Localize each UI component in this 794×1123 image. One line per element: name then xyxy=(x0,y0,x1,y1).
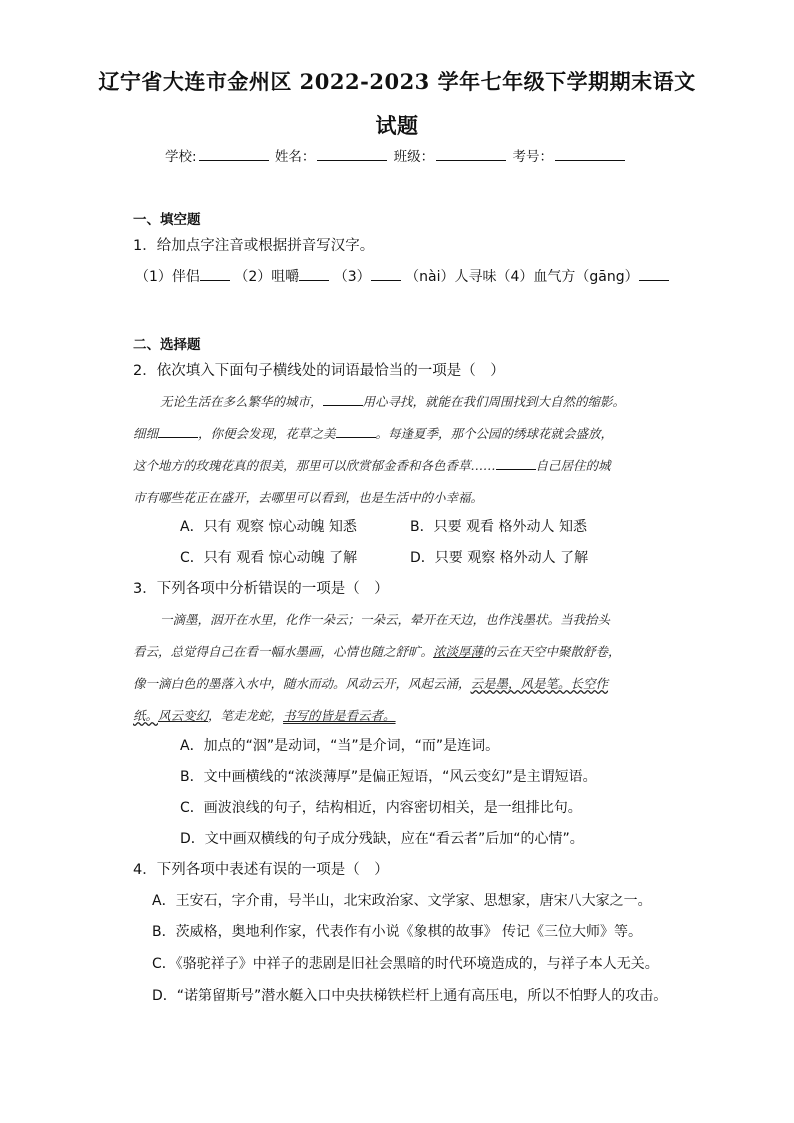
q2-l2c: 。每逢夏季，那个公园的绣球花就会盛放， xyxy=(375,426,614,441)
q2-option-a[interactable]: A．只有 观察 惊心动魄 知悉 xyxy=(180,519,357,535)
q2-option-d[interactable]: D．只要 观察 格外动人 了解 xyxy=(410,550,589,566)
name-blank xyxy=(317,148,387,161)
school-blank xyxy=(199,148,269,161)
q3-option-a[interactable]: A．加点的“洇”是动词，“当”是介词，“而”是连词。 xyxy=(180,738,500,754)
q2-l2b: ，你便会发现，花草之美 xyxy=(198,426,336,441)
q2-stem: 2．依次填入下面句子横线处的词语最恰当的一项是（ ） xyxy=(133,363,505,379)
q3-passage-line1: 一滴墨，洇开在水里，化作一朵云；一朵云，晕开在天边，也作浅墨状。当我抬头 xyxy=(160,612,611,627)
name-label: 姓名： xyxy=(274,149,316,165)
q2-l2a: 细细 xyxy=(133,426,159,441)
q4-option-c[interactable]: C．《骆驼祥子》中祥子的悲剧是旧社会黑暗的时代环境造成的，与祥子本人无关。 xyxy=(152,956,659,972)
q2-l1b: 用心寻找，就能在我们周围找到大自然的缩影。 xyxy=(362,394,626,409)
q3-passage-line2 xyxy=(133,642,667,660)
q1-item2-label: （2）咀嚼 xyxy=(234,269,300,285)
class-blank xyxy=(436,148,506,161)
q4-stem: 4．下列各项中表述有误的一项是（ ） xyxy=(133,862,389,878)
q1-stem: 1．给加点字注音或根据拼音写汉字。 xyxy=(133,238,375,254)
q3-option-c[interactable]: C．画波浪线的句子，结构相近，内容密切相关，是一组排比句。 xyxy=(180,800,582,816)
q3-option-b[interactable]: B．文中画横线的“浓淡薄厚”是偏正短语，“风云变幻”是主谓短语。 xyxy=(180,769,597,785)
q1-item34-label: （nài）人寻味（4）血气方（gāng） xyxy=(405,269,639,285)
q2-passage-line3 xyxy=(133,456,667,474)
section1-heading: 一、填空题 xyxy=(133,212,201,228)
q2-blank4 xyxy=(496,458,536,470)
section2-heading: 二、选择题 xyxy=(133,337,201,353)
q3-option-d[interactable]: D．文中画双横线的句子成分残缺，应在“看云者”后加“的心情”。 xyxy=(180,831,584,847)
q2-blank1 xyxy=(323,394,363,406)
q3-l4c: ，笔走龙蛇， xyxy=(208,708,284,723)
q3-passage-line3 xyxy=(133,674,667,692)
q1-item4-blank xyxy=(639,269,669,281)
q3-stem: 3．下列各项中分析错误的一项是（ ） xyxy=(133,581,389,597)
q3-underlined-phrase2: 风云变幻 xyxy=(158,708,209,723)
class-label: 班级： xyxy=(393,149,435,165)
q3-wavy-sentence: 云是墨，风是笔。长空作 xyxy=(470,676,609,691)
q1-item3-label: （3） xyxy=(333,269,371,285)
q2-l1a: 无论生活在多么繁华的城市， xyxy=(160,394,323,409)
q2-option-c[interactable]: C．只有 观看 惊心动魄 了解 xyxy=(180,550,358,566)
exam-title-line1: 辽宁省大连市金州区 2022-2023 学年七年级下学期期末语文 xyxy=(98,69,696,94)
q3-wavy-end: 纸。 xyxy=(133,708,159,723)
q4-option-d[interactable]: D．“诺第留斯号”潜水艇入口中央扶梯铁栏杆上通有高压电，所以不怕野人的攻击。 xyxy=(152,988,668,1004)
q2-option-b[interactable]: B．只要 观看 格外动人 知悉 xyxy=(410,519,587,535)
q2-blank3 xyxy=(336,426,376,438)
number-label: 考号： xyxy=(512,149,553,165)
q2-passage-line2 xyxy=(133,424,667,442)
school-label: 学校: xyxy=(165,149,197,165)
q3-double-underlined: 书写的皆是看云者。 xyxy=(283,708,396,723)
q4-option-a[interactable]: A．王安石，字介甫，号半山，北宋政治家、文学家、思想家，唐宋八大家之一。 xyxy=(152,893,652,909)
q2-l3b: 自己居住的城 xyxy=(535,458,611,473)
q3-l2c: 的云在天空中聚散舒卷， xyxy=(483,644,621,659)
q2-passage-line4: 市有哪些花正在盛开，去哪里可以看到，也是生活中的小幸福。 xyxy=(133,490,484,505)
student-info-row xyxy=(165,145,627,165)
q3-l3a: 像一滴白色的墨落入水中，随水而动。风动云开，风起云涌， xyxy=(133,676,471,691)
q1-item3-blank xyxy=(371,269,401,281)
q1-item2-blank xyxy=(299,269,329,281)
q3-underlined-phrase: 浓淡厚薄 xyxy=(433,644,484,659)
q3-passage-line4 xyxy=(133,706,667,724)
exam-title-line2: 试题 xyxy=(375,113,419,138)
q3-l2a: 看云，总觉得自己在看一幅水墨画，心情也随之舒旷。 xyxy=(133,644,434,659)
q2-blank2 xyxy=(158,426,198,438)
q4-option-b[interactable]: B．茨威格，奥地利作家，代表作有小说《象棋的故事》 传记《三位大师》等。 xyxy=(152,924,643,940)
q2-passage-line1 xyxy=(160,392,694,410)
q1-item1-blank xyxy=(200,269,230,281)
q1-items xyxy=(135,266,669,286)
number-blank xyxy=(555,148,625,161)
q1-item1-label: （1）伴侣 xyxy=(135,269,200,285)
q2-l3a: 这个地方的玫瑰花真的很美，那里可以欣赏郁金香和各色香草…… xyxy=(133,458,496,473)
